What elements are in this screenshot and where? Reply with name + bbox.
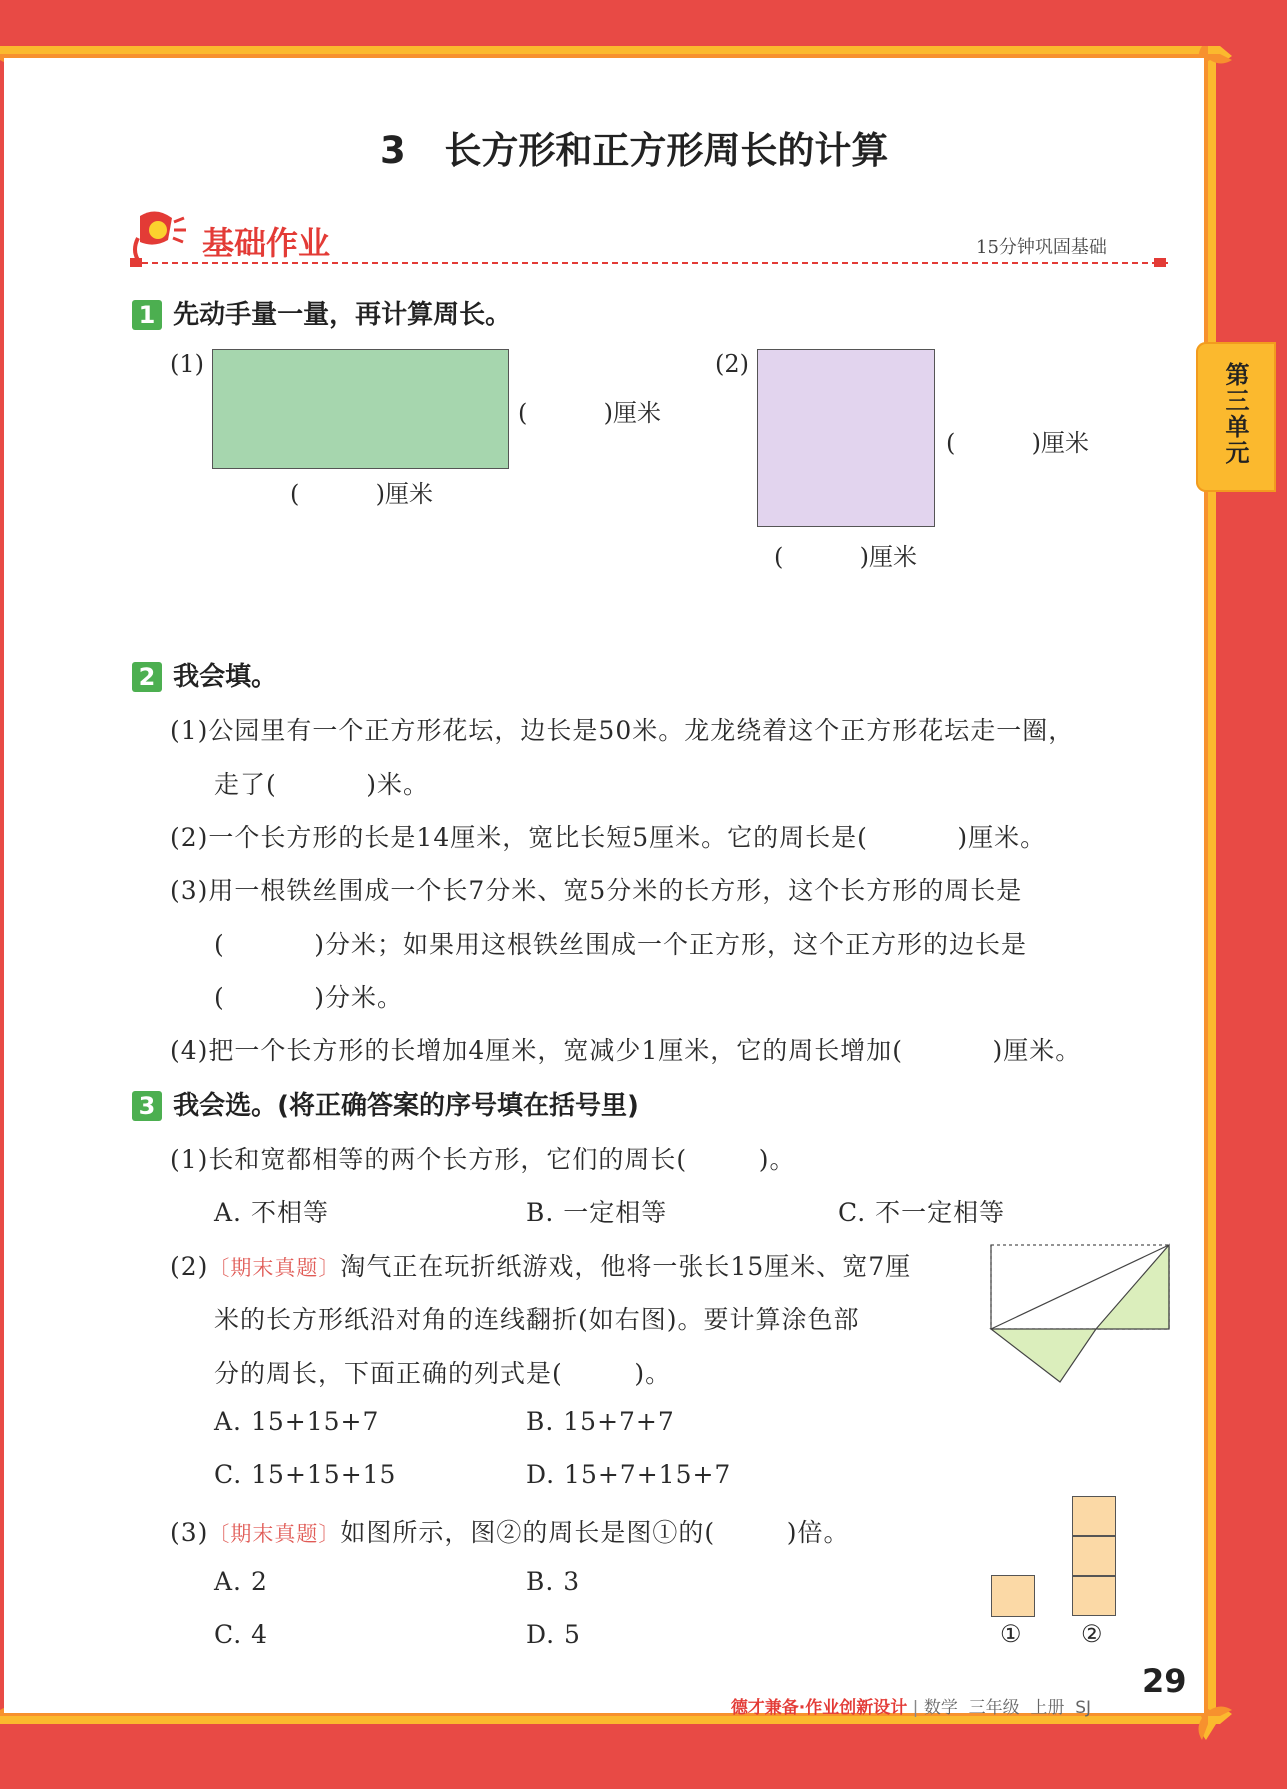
q1-fig1-bottom-blank[interactable]: ( )厘米 <box>290 480 434 508</box>
q3-p3-option-d[interactable]: D. 5 <box>526 1620 581 1649</box>
q3-p3-text: 如图所示，图②的周长是图①的( )倍。 <box>340 1518 850 1547</box>
q2-badge: 2 <box>132 662 162 692</box>
q1-fig2-label: (2) <box>715 350 749 378</box>
q3-title: 我会选。(将正确答案的序号填在括号里) <box>173 1091 639 1121</box>
folded-paper-figure <box>988 1240 1174 1386</box>
q3-p1-option-c[interactable]: C. 不一定相等 <box>838 1198 1006 1227</box>
page-title: 3 长方形和正方形周长的计算 <box>380 129 889 172</box>
q2-line-6[interactable]: ( )分米。 <box>214 983 403 1012</box>
q1-square <box>757 349 935 527</box>
q2-line-4: (3)用一根铁丝围成一个长7分米、宽5分米的长方形，这个长方形的周长是 <box>170 876 1023 905</box>
q1-fig1-label: (1) <box>170 350 204 378</box>
q3-p2-option-b[interactable]: B. 15+7+7 <box>526 1407 675 1436</box>
footer-info: 数学 三年级 上册 SJ <box>923 1698 1092 1718</box>
q2-header <box>132 656 277 693</box>
q2-line-2[interactable]: 走了( )米。 <box>214 770 429 799</box>
q2-line-3[interactable]: (2)一个长方形的长是14厘米，宽比长短5厘米。它的周长是( )厘米。 <box>170 823 1047 852</box>
unit-tab[interactable] <box>1196 342 1276 492</box>
q1-header <box>132 294 511 331</box>
figure-2-cube-middle <box>1072 1536 1116 1576</box>
q2-line-7[interactable]: (4)把一个长方形的长增加4厘米，宽减少1厘米，它的周长增加( )厘米。 <box>170 1036 1082 1065</box>
q1-fig2-side-blank[interactable]: ( )厘米 <box>946 429 1090 457</box>
q3-p1-option-a[interactable]: A. 不相等 <box>214 1198 329 1227</box>
figure-2-cube-top <box>1072 1496 1116 1536</box>
q3-p2-text-1: 淘气正在玩折纸游戏，他将一张长15厘米、宽7厘 <box>340 1252 912 1281</box>
q2-line-5[interactable]: ( )分米；如果用这根铁丝围成一个正方形，这个正方形的边长是 <box>214 930 1027 959</box>
figure-1-cube <box>991 1575 1035 1617</box>
q3-p2-line-1 <box>170 1247 911 1283</box>
q3-p2-option-a[interactable]: A. 15+15+7 <box>214 1407 380 1436</box>
q3-p3-option-c[interactable]: C. 4 <box>214 1620 269 1649</box>
section-divider <box>132 262 1168 264</box>
q3-p2-tag: 〔期末真题〕 <box>208 1256 341 1280</box>
q1-rectangle <box>212 349 509 469</box>
unit-tab-label: 第三单元 <box>1221 362 1249 466</box>
figure-2-label: ② <box>1081 1620 1103 1648</box>
figure-2-cube-bottom <box>1072 1576 1116 1616</box>
divider-end-left <box>130 258 142 267</box>
footer-line <box>720 1673 1091 1718</box>
footer-brand: 德才兼备·作业创新设计 <box>730 1698 908 1718</box>
q3-p3-option-b[interactable]: B. 3 <box>526 1567 581 1596</box>
footer-separator: | <box>907 1698 924 1718</box>
q3-p3-number: (3) <box>170 1518 209 1547</box>
q3-p2-number: (2) <box>170 1252 209 1281</box>
q3-p2-line-2: 米的长方形纸沿对角的连线翻折(如右图)。要计算涂色部 <box>214 1305 860 1334</box>
q1-fig1-side-blank[interactable]: ( )厘米 <box>518 399 662 427</box>
q2-title: 我会填。 <box>173 662 278 692</box>
q1-title: 先动手量一量，再计算周长。 <box>173 300 512 330</box>
q2-line-1: (1)公园里有一个正方形花坛，边长是50米。龙龙绕着这个正方形花坛走一圈， <box>170 716 1075 745</box>
q3-header <box>132 1085 639 1122</box>
q3-p2-option-d[interactable]: D. 15+7+15+7 <box>526 1460 732 1489</box>
divider-end-right <box>1154 258 1166 267</box>
q1-fig2-bottom-blank[interactable]: ( )厘米 <box>774 543 918 571</box>
q3-p2-option-c[interactable]: C. 15+15+15 <box>214 1460 397 1489</box>
figure-1-label: ① <box>1000 1620 1022 1648</box>
q3-p3-line[interactable] <box>170 1513 850 1549</box>
section-subtitle: 15分钟巩固基础 <box>976 237 1107 258</box>
q3-p3-option-a[interactable]: A. 2 <box>214 1567 268 1596</box>
q3-p1-option-b[interactable]: B. 一定相等 <box>526 1198 668 1227</box>
page-number: 29 <box>1142 1662 1187 1700</box>
q3-p3-tag: 〔期末真题〕 <box>208 1522 341 1546</box>
q1-badge: 1 <box>132 300 162 330</box>
q3-p1[interactable]: (1)长和宽都相等的两个长方形，它们的周长( )。 <box>170 1145 796 1174</box>
q3-badge: 3 <box>132 1091 162 1121</box>
section-title: 基础作业 <box>202 224 331 262</box>
q3-p2-line-3[interactable]: 分的周长，下面正确的列式是( )。 <box>214 1359 672 1388</box>
